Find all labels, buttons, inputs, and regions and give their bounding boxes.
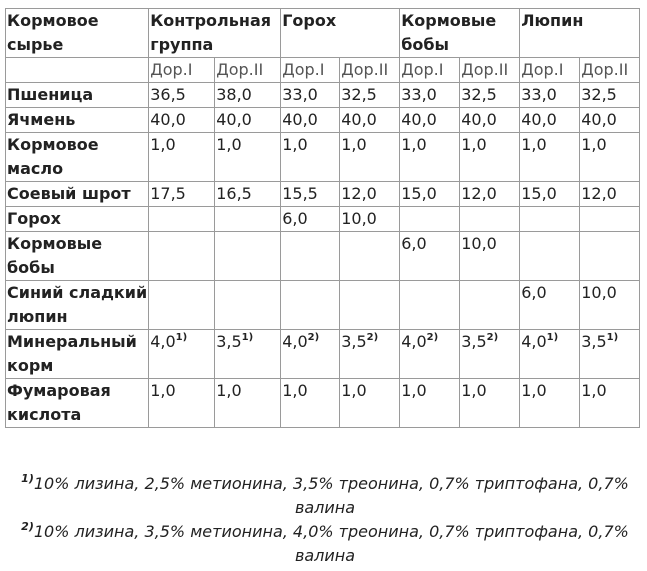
value-cell [215, 281, 281, 330]
row-label-line: бобы [7, 258, 55, 277]
value-cell [281, 379, 340, 428]
value-cell [400, 379, 460, 428]
cell-value: 12,0 [341, 184, 377, 203]
cell-value: 1,0 [216, 135, 242, 154]
cell-value: 4,0 [401, 332, 427, 351]
value-cell [460, 207, 520, 232]
cell-value: 33,0 [401, 85, 437, 104]
cell-value: 4,0 [282, 332, 308, 351]
value-cell [520, 133, 580, 182]
row-label-line: корм [7, 356, 54, 375]
value-cell [400, 207, 460, 232]
value-cell [460, 133, 520, 182]
value-cell [281, 83, 340, 108]
cell-value: 40,0 [150, 110, 186, 129]
row-label-line: Минеральный [7, 332, 137, 351]
cell-value: 4,0 [150, 332, 176, 351]
cell-value: 1,0 [341, 381, 367, 400]
cell-value: 10,0 [461, 234, 497, 253]
footnote-ref: 2) [426, 332, 439, 343]
group-header-lupin [520, 9, 640, 58]
value-cell [215, 83, 281, 108]
cell-value: 12,0 [581, 184, 617, 203]
row-label-line: кислота [7, 405, 82, 424]
cell-value: 1,0 [581, 381, 607, 400]
cell-value: 1,0 [461, 135, 487, 154]
subheader-cell: Дор.II [460, 58, 520, 83]
cell-value: 1,0 [150, 135, 176, 154]
subheader-cell: Дор.II [340, 58, 400, 83]
row-label-line: Горох [7, 209, 61, 228]
value-cell [580, 281, 640, 330]
table-row [6, 182, 640, 207]
cell-value: 32,5 [461, 85, 497, 104]
row-label-line: Кормовые [7, 234, 103, 253]
value-cell [460, 108, 520, 133]
footnote-ref: 2) [307, 332, 320, 343]
corner-line: Кормовое [7, 11, 99, 30]
row-label [6, 281, 149, 330]
cell-value: 3,5 [581, 332, 607, 351]
cell-value: 16,5 [216, 184, 252, 203]
group-line: Люпин [521, 11, 584, 30]
table-row [6, 83, 640, 108]
value-cell [520, 83, 580, 108]
cell-value: 10,0 [341, 209, 377, 228]
value-cell [215, 330, 281, 379]
value-cell [340, 207, 400, 232]
cell-value: 40,0 [341, 110, 377, 129]
subheader-cell: Дор.I [149, 58, 215, 83]
cell-value: 6,0 [282, 209, 308, 228]
footnote-mark: 1) [21, 472, 34, 485]
value-cell [460, 83, 520, 108]
group-line: Кормовые [401, 11, 497, 30]
group-header-peas [281, 9, 400, 58]
value-cell [281, 108, 340, 133]
value-cell [149, 232, 215, 281]
row-label-line: Соевый шрот [7, 184, 131, 203]
cell-value: 38,0 [216, 85, 252, 104]
value-cell [580, 133, 640, 182]
group-header-control [149, 9, 281, 58]
value-cell [215, 207, 281, 232]
value-cell [281, 330, 340, 379]
table-body [6, 9, 640, 428]
cell-value: 6,0 [521, 283, 547, 302]
footnote-ref: 1) [546, 332, 559, 343]
cell-value: 40,0 [581, 110, 617, 129]
value-cell [460, 182, 520, 207]
value-cell [281, 281, 340, 330]
value-cell [215, 108, 281, 133]
footnote-1 [10, 472, 640, 520]
cell-value: 1,0 [282, 135, 308, 154]
value-cell [580, 330, 640, 379]
value-cell [460, 330, 520, 379]
value-cell [149, 330, 215, 379]
table-row [6, 281, 640, 330]
footnotes [10, 472, 640, 568]
row-label-line: масло [7, 159, 64, 178]
value-cell [580, 379, 640, 428]
cell-value: 1,0 [341, 135, 367, 154]
table-row [6, 379, 640, 428]
cell-value: 12,0 [461, 184, 497, 203]
cell-value: 3,5 [341, 332, 367, 351]
footnote-ref: 1) [241, 332, 254, 343]
row-label [6, 207, 149, 232]
cell-value: 32,5 [341, 85, 377, 104]
cell-value: 40,0 [282, 110, 318, 129]
value-cell [460, 379, 520, 428]
value-cell [460, 281, 520, 330]
cell-value: 40,0 [461, 110, 497, 129]
value-cell [400, 83, 460, 108]
row-label [6, 108, 149, 133]
footnote-text: 10% лизина, 2,5% метионина, 3,5% треонина, 0,7% триптофана, 0,7% валина [33, 474, 629, 517]
cell-value: 1,0 [521, 381, 547, 400]
value-cell [340, 379, 400, 428]
group-header-row [6, 9, 640, 58]
cell-value: 1,0 [282, 381, 308, 400]
cell-value: 1,0 [150, 381, 176, 400]
cell-value: 15,5 [282, 184, 318, 203]
cell-value: 40,0 [401, 110, 437, 129]
value-cell [400, 232, 460, 281]
value-cell [400, 182, 460, 207]
value-cell [340, 108, 400, 133]
footnote-2 [10, 520, 640, 568]
row-label-line: Пшеница [7, 85, 94, 104]
value-cell [149, 108, 215, 133]
value-cell [340, 281, 400, 330]
cell-value: 1,0 [581, 135, 607, 154]
value-cell [149, 281, 215, 330]
footnote-ref: 2) [366, 332, 379, 343]
cell-value: 1,0 [216, 381, 242, 400]
value-cell [215, 182, 281, 207]
cell-value: 1,0 [401, 381, 427, 400]
value-cell [400, 281, 460, 330]
value-cell [580, 108, 640, 133]
row-label [6, 232, 149, 281]
subheader-row [6, 58, 640, 83]
table-row [6, 330, 640, 379]
row-label-line: Ячмень [7, 110, 76, 129]
cell-value: 40,0 [216, 110, 252, 129]
value-cell [520, 379, 580, 428]
row-label [6, 182, 149, 207]
value-cell [340, 182, 400, 207]
subheader-cell: Дор.I [400, 58, 460, 83]
cell-value: 17,5 [150, 184, 186, 203]
value-cell [340, 83, 400, 108]
cell-value: 15,0 [521, 184, 557, 203]
table-row [6, 108, 640, 133]
table-row [6, 207, 640, 232]
row-label-line: люпин [7, 307, 68, 326]
value-cell [281, 133, 340, 182]
row-label-line: Синий сладкий [7, 283, 148, 302]
row-label [6, 330, 149, 379]
cell-value: 6,0 [401, 234, 427, 253]
cell-value: 33,0 [282, 85, 318, 104]
row-label [6, 379, 149, 428]
footnote-mark: 2) [21, 520, 34, 533]
subheader-cell: Дор.II [580, 58, 640, 83]
value-cell [580, 182, 640, 207]
group-line: Контрольная [150, 11, 272, 30]
value-cell [520, 281, 580, 330]
cell-value: 4,0 [521, 332, 547, 351]
cell-value: 36,5 [150, 85, 186, 104]
subheader-cell: Дор.I [281, 58, 340, 83]
value-cell [149, 182, 215, 207]
cell-value: 1,0 [461, 381, 487, 400]
row-label-line: Кормовое [7, 135, 99, 154]
cell-value: 3,5 [216, 332, 242, 351]
corner-header [6, 9, 149, 58]
value-cell [400, 330, 460, 379]
value-cell [281, 232, 340, 281]
value-cell [520, 108, 580, 133]
group-line: группа [150, 35, 214, 54]
value-cell [340, 330, 400, 379]
value-cell [520, 207, 580, 232]
value-cell [520, 330, 580, 379]
group-header-beans [400, 9, 520, 58]
cell-value: 15,0 [401, 184, 437, 203]
value-cell [580, 232, 640, 281]
subheader-cell: Дор.II [215, 58, 281, 83]
value-cell [400, 108, 460, 133]
value-cell [580, 207, 640, 232]
cell-value: 40,0 [521, 110, 557, 129]
value-cell [281, 182, 340, 207]
value-cell [460, 232, 520, 281]
cell-value: 32,5 [581, 85, 617, 104]
footnote-ref: 1) [606, 332, 619, 343]
value-cell [215, 232, 281, 281]
cell-value: 1,0 [521, 135, 547, 154]
value-cell [281, 207, 340, 232]
value-cell [340, 133, 400, 182]
row-label [6, 83, 149, 108]
value-cell [149, 83, 215, 108]
row-label-line: Фумаровая [7, 381, 111, 400]
corner-line: сырье [7, 35, 64, 54]
cell-value: 1,0 [401, 135, 427, 154]
cell-value: 33,0 [521, 85, 557, 104]
feed-composition-table [5, 8, 640, 428]
footnote-text: 10% лизина, 3,5% метионина, 4,0% треонина, 0,7% триптофана, 0,7% валина [33, 522, 629, 565]
value-cell [520, 182, 580, 207]
subheader-cell: Дор.I [520, 58, 580, 83]
value-cell [580, 83, 640, 108]
row-label [6, 133, 149, 182]
value-cell [149, 133, 215, 182]
value-cell [340, 232, 400, 281]
value-cell [215, 133, 281, 182]
cell-value: 10,0 [581, 283, 617, 302]
value-cell [400, 133, 460, 182]
value-cell [520, 232, 580, 281]
value-cell [149, 379, 215, 428]
footnote-ref: 2) [486, 332, 499, 343]
group-line: Горох [282, 11, 337, 30]
table-row [6, 133, 640, 182]
cell-value: 3,5 [461, 332, 487, 351]
value-cell [215, 379, 281, 428]
value-cell [149, 207, 215, 232]
subheader-blank [6, 58, 149, 83]
group-line: бобы [401, 35, 450, 54]
table-row [6, 232, 640, 281]
footnote-ref: 1) [175, 332, 188, 343]
